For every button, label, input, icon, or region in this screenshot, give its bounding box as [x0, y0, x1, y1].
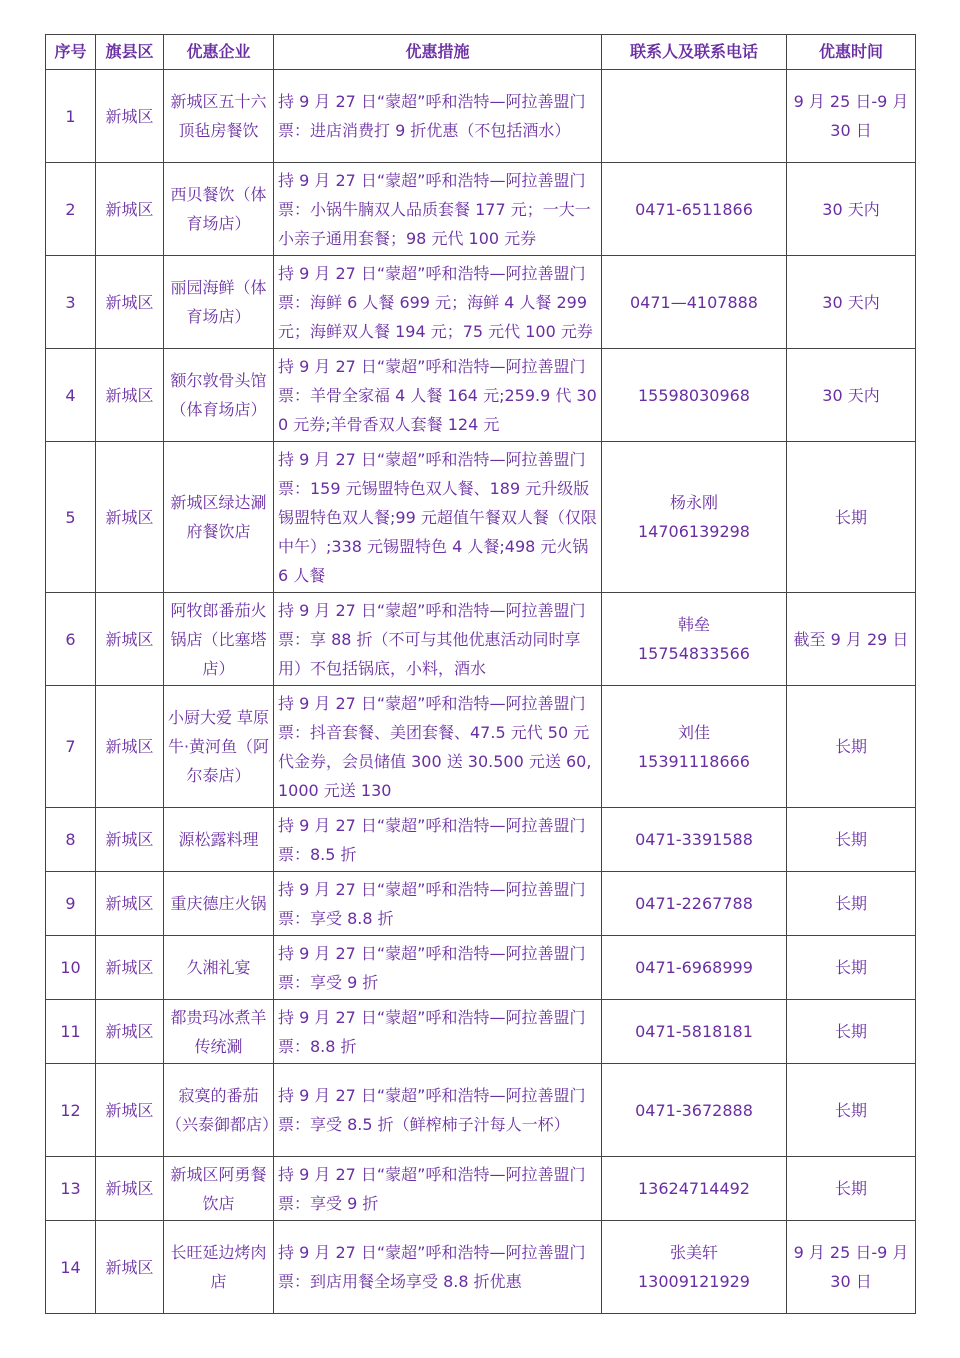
measure-cell: 持 9 月 27 日“蒙超”呼和浩特—阿拉善盟门票：羊骨全家福 4 人餐 164 元;259.9 代 300 元券;羊骨香双人套餐 124 元 — [274, 349, 602, 442]
district-cell: 新城区 — [96, 872, 164, 936]
row-number-cell: 3 — [46, 256, 96, 349]
contact-cell — [602, 70, 787, 163]
time-cell: 长期 — [787, 686, 916, 808]
district-cell: 新城区 — [96, 686, 164, 808]
contact-cell — [602, 936, 787, 1000]
district-cell: 新城区 — [96, 1064, 164, 1157]
header-time: 优惠时间 — [787, 35, 916, 70]
contact-phone: 13624714492 — [638, 1179, 750, 1198]
table-header-row — [46, 35, 916, 70]
time-cell: 长期 — [787, 872, 916, 936]
table-row — [46, 163, 916, 256]
contact-cell — [602, 1064, 787, 1157]
contact-cell — [602, 1157, 787, 1221]
table-row — [46, 442, 916, 593]
time-cell: 长期 — [787, 442, 916, 593]
contact-phone: 13009121929 — [638, 1272, 750, 1291]
company-cell: 都贵玛冰煮羊传统涮 — [164, 1000, 274, 1064]
table-row — [46, 1064, 916, 1157]
measure-cell: 持 9 月 27 日“蒙超”呼和浩特—阿拉善盟门票：8.5 折 — [274, 808, 602, 872]
contact-name: 刘佳 — [677, 722, 710, 742]
measure-cell: 持 9 月 27 日“蒙超”呼和浩特—阿拉善盟门票：8.8 折 — [274, 1000, 602, 1064]
measure-cell: 持 9 月 27 日“蒙超”呼和浩特—阿拉善盟门票：到店用餐全场享受 8.8 折优惠 — [274, 1221, 602, 1314]
company-cell: 重庆德庄火锅 — [164, 872, 274, 936]
company-cell: 久湘礼宴 — [164, 936, 274, 1000]
header-no: 序号 — [46, 35, 96, 70]
table-row — [46, 70, 916, 163]
contact-phone: 0471—4107888 — [630, 292, 758, 312]
table-row — [46, 256, 916, 349]
contact-phone: 0471-6511866 — [635, 199, 753, 219]
row-number-cell: 9 — [46, 872, 96, 936]
district-cell: 新城区 — [96, 70, 164, 163]
table-row — [46, 808, 916, 872]
time-cell: 长期 — [787, 936, 916, 1000]
row-number-cell: 12 — [46, 1064, 96, 1157]
row-number-cell: 2 — [46, 163, 96, 256]
measure-cell: 持 9 月 27 日“蒙超”呼和浩特—阿拉善盟门票：小锅牛腩双人品质套餐 177 元；一大一小亲子通用套餐；98 元代 100 元券 — [274, 163, 602, 256]
header-company: 优惠企业 — [164, 35, 274, 70]
header-measure: 优惠措施 — [274, 35, 602, 70]
district-cell: 新城区 — [96, 349, 164, 442]
table-body — [46, 70, 916, 1314]
header-district: 旗县区 — [96, 35, 164, 70]
contact-phone: 0471-3672888 — [635, 1100, 753, 1120]
measure-cell: 持 9 月 27 日“蒙超”呼和浩特—阿拉善盟门票：享受 8.5 折（鲜榨柿子汁每人一杯） — [274, 1064, 602, 1157]
time-cell: 9 月 25 日-9 月 30 日 — [787, 1221, 916, 1314]
contact-cell — [602, 349, 787, 442]
contact-phone: 15598030968 — [638, 385, 750, 405]
district-cell: 新城区 — [96, 256, 164, 349]
contact-cell — [602, 872, 787, 936]
company-cell: 新城区绿达涮府餐饮店 — [164, 442, 274, 593]
table-row — [46, 936, 916, 1000]
company-cell: 丽园海鲜（体育场店） — [164, 256, 274, 349]
table-row — [46, 1221, 916, 1314]
contact-cell — [602, 1221, 787, 1314]
time-cell: 30 天内 — [787, 163, 916, 256]
row-number-cell: 8 — [46, 808, 96, 872]
measure-cell: 持 9 月 27 日“蒙超”呼和浩特—阿拉善盟门票：享受 9 折 — [274, 936, 602, 1000]
company-cell: 西贝餐饮（体育场店） — [164, 163, 274, 256]
company-cell: 源松露料理 — [164, 808, 274, 872]
contact-phone: 15391118666 — [638, 751, 750, 771]
company-cell: 额尔敦骨头馆（体育场店） — [164, 349, 274, 442]
measure-cell: 持 9 月 27 日“蒙超”呼和浩特—阿拉善盟门票：海鲜 6 人餐 699 元；海鲜 4 人餐 299 元；海鲜双人餐 194 元；75 元代 100 元券 — [274, 256, 602, 349]
contact-phone: 15754833566 — [638, 644, 750, 663]
row-number-cell: 13 — [46, 1157, 96, 1221]
time-cell: 9 月 25 日-9 月 30 日 — [787, 70, 916, 163]
district-cell: 新城区 — [96, 936, 164, 1000]
contact-phone: 0471-5818181 — [635, 1022, 753, 1041]
time-cell: 截至 9 月 29 日 — [787, 593, 916, 686]
table-row — [46, 686, 916, 808]
time-cell: 长期 — [787, 808, 916, 872]
district-cell: 新城区 — [96, 1157, 164, 1221]
time-cell: 长期 — [787, 1064, 916, 1157]
district-cell: 新城区 — [96, 1221, 164, 1314]
company-cell: 小厨大爱 草原牛·黄河鱼（阿尔泰店） — [164, 686, 274, 808]
table-row — [46, 872, 916, 936]
time-cell: 长期 — [787, 1157, 916, 1221]
row-number-cell: 10 — [46, 936, 96, 1000]
contact-phone: 14706139298 — [638, 522, 750, 541]
measure-cell: 持 9 月 27 日“蒙超”呼和浩特—阿拉善盟门票：进店消费打 9 折优惠（不包括酒水） — [274, 70, 602, 163]
district-cell: 新城区 — [96, 1000, 164, 1064]
discount-table — [45, 34, 916, 1314]
measure-cell: 持 9 月 27 日“蒙超”呼和浩特—阿拉善盟门票：享受 8.8 折 — [274, 872, 602, 936]
row-number-cell: 6 — [46, 593, 96, 686]
contact-cell — [602, 808, 787, 872]
time-cell: 长期 — [787, 1000, 916, 1064]
row-number-cell: 7 — [46, 686, 96, 808]
measure-cell: 持 9 月 27 日“蒙超”呼和浩特—阿拉善盟门票：享 88 折（不可与其他优惠活动同时享用）不包括锅底，小料，酒水 — [274, 593, 602, 686]
row-number-cell: 14 — [46, 1221, 96, 1314]
time-cell: 30 天内 — [787, 349, 916, 442]
row-number-cell: 4 — [46, 349, 96, 442]
contact-cell — [602, 686, 787, 808]
district-cell: 新城区 — [96, 442, 164, 593]
district-cell: 新城区 — [96, 808, 164, 872]
table-row — [46, 1157, 916, 1221]
company-cell: 长旺延边烤肉店 — [164, 1221, 274, 1314]
table-row — [46, 593, 916, 686]
contact-phone: 0471-6968999 — [635, 958, 753, 977]
contact-cell — [602, 163, 787, 256]
measure-cell: 持 9 月 27 日“蒙超”呼和浩特—阿拉善盟门票：159 元锡盟特色双人餐、189 元升级版锡盟特色双人餐;99 元超值午餐双人餐（仅限中午）;338 元锡盟特色 4 人餐;498 元火锅 6 人餐 — [274, 442, 602, 593]
measure-cell: 持 9 月 27 日“蒙超”呼和浩特—阿拉善盟门票：抖音套餐、美团套餐、47.5 元代 50 元代金券，会员储值 300 送 30.500 元送 60,1000 元送 130 — [274, 686, 602, 808]
contact-phone: 0471-2267788 — [635, 894, 753, 913]
row-number-cell: 5 — [46, 442, 96, 593]
contact-cell — [602, 442, 787, 593]
measure-cell: 持 9 月 27 日“蒙超”呼和浩特—阿拉善盟门票：享受 9 折 — [274, 1157, 602, 1221]
contact-phone: 0471-3391588 — [635, 830, 753, 849]
district-cell: 新城区 — [96, 163, 164, 256]
row-number-cell: 1 — [46, 70, 96, 163]
table-row — [46, 1000, 916, 1064]
contact-cell — [602, 256, 787, 349]
company-cell: 阿牧郎番茄火锅店（比塞塔店） — [164, 593, 274, 686]
header-contact: 联系人及联系电话 — [602, 35, 787, 70]
company-cell: 新城区阿勇餐饮店 — [164, 1157, 274, 1221]
time-cell: 30 天内 — [787, 256, 916, 349]
company-cell: 新城区五十六顶毡房餐饮 — [164, 70, 274, 163]
contact-name: 张美轩 — [669, 1243, 718, 1262]
contact-cell — [602, 1000, 787, 1064]
district-cell: 新城区 — [96, 593, 164, 686]
contact-name: 杨永刚 — [669, 493, 718, 512]
contact-name: 韩垒 — [677, 615, 710, 634]
company-cell: 寂寞的番茄（兴泰御都店） — [164, 1064, 274, 1157]
row-number-cell: 11 — [46, 1000, 96, 1064]
contact-cell — [602, 593, 787, 686]
table-row — [46, 349, 916, 442]
